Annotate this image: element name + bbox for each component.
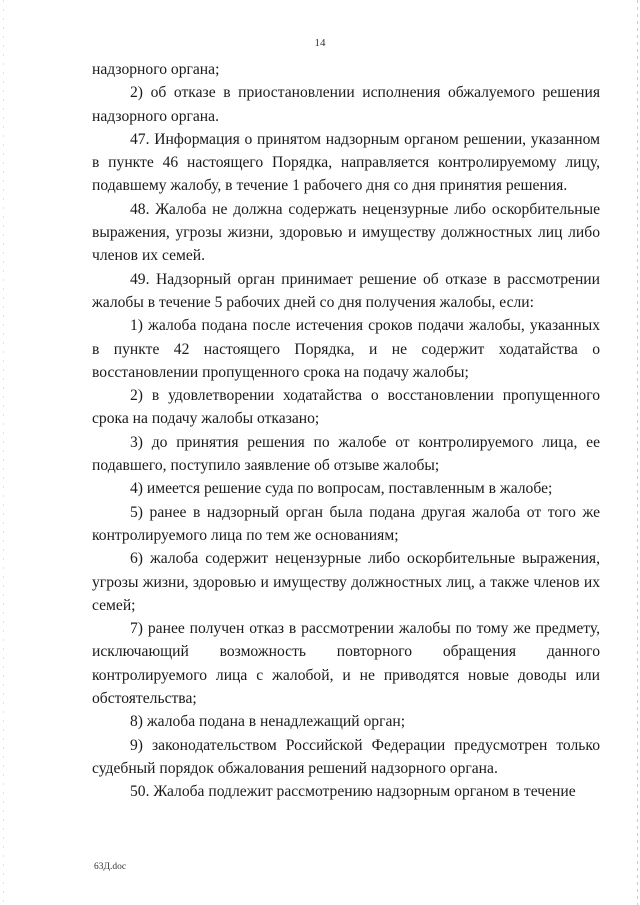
list-item-5: 5) ранее в надзорный орган была подана другая жалоба от того же контролируемого лица по тем же основаниям; [92,503,600,544]
paragraph-47: 47. Информация о принятом надзорным органом решении, указанном в пункте 46 настоящего Порядка, направляется контролируемому лицу, подавшему жалобу, в течение 1 рабочего дня со дня принятия решения. [92,130,600,195]
footer-filename: 63Д.doc [94,862,127,872]
page-number: 14 [314,37,326,49]
paragraph-50: 50. Жалоба подлежит рассмотрению надзорным органом в течение [130,783,576,801]
list-item-1: 1) жалоба подана после истечения сроков подачи жалобы, указанных в пункте 42 настоящего Порядка, и не содержит ходатайства о восстановлении пропущенного срока на подачу жалобы; [92,317,600,381]
document-body [92,58,600,804]
paragraph-48: 48. Жалоба не должна содержать нецензурные либо оскорбительные выражения, угрозы жизни, здоровью и имуществу должностных лиц либо членов их семей. [92,200,600,265]
list-item-9: 9) законодательством Российской Федерации предусмотрен только судебный порядок обжалования решений надзорного органа. [92,736,600,777]
list-item-4: 4) имеется решение суда по вопросам, поставленным в жалобе; [130,480,553,498]
list-item-7: 7) ранее получен отказ в рассмотрении жалобы по тому же предмету, исключающий возможность повторного обращения данного контролируемого лица с жалобой, и не приводятся новые доводы или обстоятельства; [92,620,600,708]
list-item-2: 2) в удовлетворении ходатайства о восстановлении пропущенного срока на подачу жалобы отказано; [92,387,600,428]
list-item-8: 8) жалоба подана в ненадлежащий орган; [130,713,406,731]
list-item-2-refusal-suspension: 2) об отказе в приостановлении исполнения обжалуемого решения надзорного органа. [92,84,600,125]
scan-edge-left [3,0,4,905]
list-item-6: 6) жалоба содержит нецензурные либо оскорбительные выражения, угрозы жизни, здоровью и имуществу должностных лиц, а также членов их семей; [92,550,600,614]
list-item-3: 3) до принятия решения по жалобе от контролируемого лица, ее подавшего, поступило заявление об отзыве жалобы; [92,433,600,475]
scan-edge-right [637,0,638,905]
paragraph-continuation: надзорного органа; [92,61,220,78]
paragraph-49: 49. Надзорный орган принимает решение об отказе в рассмотрении жалобы в течение 5 рабочих дней со дня получения жалобы, если: [92,270,600,311]
